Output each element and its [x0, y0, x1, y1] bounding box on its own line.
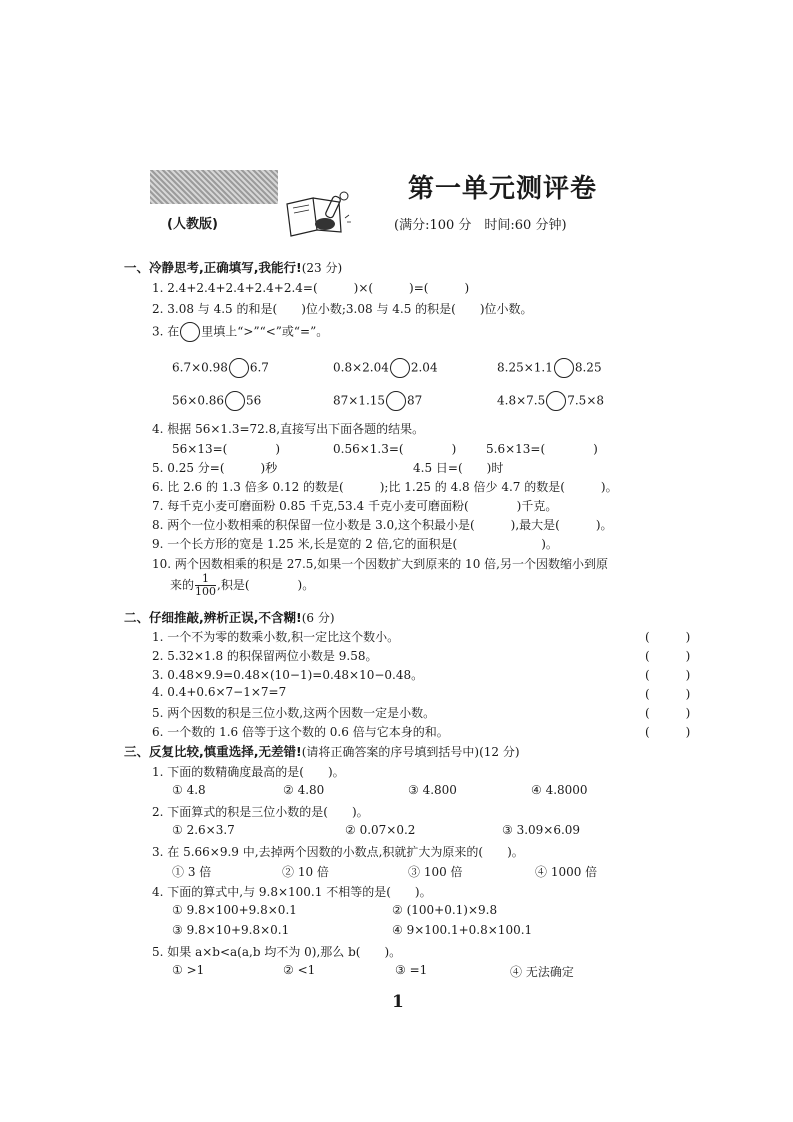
compare-right: 56 — [246, 393, 262, 408]
compare-right: 87 — [407, 393, 423, 408]
s3-q3: 3. 在 5.66×9.9 中,去掉两个因数的小数点,积就扩大为原来的( )。 — [152, 845, 524, 859]
s3-q4: 4. 下面的算式中,与 9.8×100.1 不相等的是( )。 — [152, 885, 432, 899]
fraction-denominator: 100 — [195, 585, 217, 598]
s1-q4-item: 56×13=( ) — [172, 442, 281, 456]
s3-q2-option: ① 2.6×3.7 — [172, 823, 235, 837]
section-2-title: 二、仔细推敲,辨析正误,不含糊! — [124, 610, 302, 625]
s3-q5: 5. 如果 a×b<a(a,b 均不为 0),那么 b( )。 — [152, 945, 402, 959]
fraction-numerator: 1 — [195, 573, 216, 586]
compare-right: 6.7 — [249, 360, 269, 375]
compare-blank[interactable] — [390, 358, 410, 378]
answer-blank[interactable]: ( ) — [645, 706, 691, 720]
s3-q4-option: ③ 9.8×10+9.8×0.1 — [172, 923, 290, 937]
section-3-heading — [124, 742, 520, 760]
s3-q1-option: ④ 4.8000 — [531, 783, 588, 797]
compare-right: 8.25 — [574, 360, 602, 375]
compare-blank[interactable] — [225, 391, 245, 411]
s3-q2-option: ③ 3.09×6.09 — [502, 823, 581, 837]
section-3-points: (请将正确答案的序号填到括号中)(12 分) — [301, 745, 520, 759]
s2-item: 4. 0.4+0.6×7−1×7=7 — [152, 685, 287, 699]
compare-left: 8.25×1.1 — [497, 360, 553, 375]
s1-q2: 2. 3.08 与 4.5 的和是( )位小数;3.08 与 4.5 的积是( )位小数。 — [152, 302, 533, 316]
s1-q10-line2 — [170, 573, 314, 598]
compare-blank[interactable] — [546, 391, 566, 411]
s2-item: 5. 两个因数的积是三位小数,这两个因数一定是小数。 — [152, 706, 436, 720]
answer-blank[interactable]: ( ) — [645, 649, 691, 663]
s3-q4-option: ② (100+0.1)×9.8 — [392, 903, 498, 917]
s3-q4-option: ① 9.8×100+9.8×0.1 — [172, 903, 297, 917]
s3-q1-option: ② 4.80 — [283, 783, 325, 797]
s1-q1: 1. 2.4+2.4+2.4+2.4+2.4=( )×( )=( ) — [152, 281, 470, 295]
compare-left: 0.8×2.04 — [333, 360, 389, 375]
s1-q7: 7. 每千克小麦可磨面粉 0.85 千克,53.4 千克小麦可磨面粉( )千克。 — [152, 499, 558, 513]
edition-label: (人教版) — [167, 217, 218, 232]
s1-q3-prefix: 3. 在 — [152, 324, 180, 339]
page-title: 第一单元测评卷 — [408, 174, 598, 204]
series-badge — [150, 170, 278, 204]
s3-q1-option: ③ 4.800 — [408, 783, 457, 797]
fraction — [195, 573, 216, 598]
exam-meta: (满分:100 分 时间:60 分钟) — [394, 218, 567, 233]
s1-q10-prefix: 来的 — [170, 578, 195, 592]
compare-item — [172, 358, 269, 378]
s1-q5a: 5. 0.25 分=( )秒 — [152, 461, 278, 475]
s3-q5-option: ④ 无法确定 — [510, 965, 574, 979]
answer-blank[interactable]: ( ) — [645, 725, 691, 739]
s1-q4-item: 5.6×13=( ) — [486, 442, 598, 456]
s3-q5-option: ③ =1 — [395, 963, 428, 977]
compare-blank[interactable] — [386, 391, 406, 411]
s1-q3 — [152, 322, 328, 342]
compare-item — [333, 358, 438, 378]
compare-item — [333, 391, 422, 411]
s2-item: 1. 一个不为零的数乘小数,积一定比这个数小。 — [152, 630, 400, 644]
compare-right: 2.04 — [410, 360, 438, 375]
compare-left: 87×1.15 — [333, 393, 386, 408]
s1-q10-line1: 10. 两个因数相乘的积是 27.5,如果一个因数扩大到原来的 10 倍,另一个因数缩小到原 — [152, 557, 608, 571]
s3-q5-option: ① >1 — [172, 963, 205, 977]
s3-q1: 1. 下面的数精确度最高的是( )。 — [152, 765, 345, 779]
s3-q3-option: ③ 100 倍 — [408, 865, 463, 879]
s3-q3-option: ④ 1000 倍 — [535, 865, 598, 879]
section-2-heading — [124, 608, 335, 626]
s1-q4-item: 0.56×1.3=( ) — [333, 442, 457, 456]
section-3-title: 三、反复比较,慎重选择,无差错! — [124, 744, 302, 759]
compare-left: 56×0.86 — [172, 393, 225, 408]
answer-blank[interactable]: ( ) — [645, 630, 691, 644]
s3-q5-option: ② <1 — [283, 963, 316, 977]
s1-q9: 9. 一个长方形的宽是 1.25 米,长是宽的 2 倍,它的面积是( )。 — [152, 537, 558, 551]
s3-q2-option: ② 0.07×0.2 — [345, 823, 416, 837]
s1-q5b: 4.5 日=( )时 — [413, 461, 504, 475]
s2-item: 2. 5.32×1.8 的积保留两位小数是 9.58。 — [152, 649, 378, 663]
s3-q3-option: ② 10 倍 — [282, 865, 329, 879]
book-microscope-icon — [283, 190, 353, 238]
compare-left: 4.8×7.5 — [497, 393, 546, 408]
s1-q3-suffix: 里填上“>”“<”或“=”。 — [201, 324, 329, 339]
answer-blank[interactable]: ( ) — [645, 687, 691, 701]
compare-blank[interactable] — [229, 358, 249, 378]
s3-q4-option: ④ 9×100.1+0.8×100.1 — [392, 923, 533, 937]
section-1-title: 一、冷静思考,正确填写,我能行! — [124, 260, 302, 275]
s1-q10-suffix: ,积是( )。 — [217, 578, 315, 592]
compare-circle-icon — [180, 322, 200, 342]
s3-q1-option: ① 4.8 — [172, 783, 206, 797]
compare-item — [497, 391, 604, 411]
compare-right: 7.5×8 — [567, 393, 605, 408]
page-number: 1 — [392, 992, 404, 1012]
s1-q8: 8. 两个一位小数相乘的积保留一位小数是 3.0,这个积最小是( ),最大是( )。 — [152, 518, 613, 532]
s3-q2: 2. 下面算式的积是三位小数的是( )。 — [152, 805, 369, 819]
section-1-heading — [124, 258, 342, 276]
s2-item: 6. 一个数的 1.6 倍等于这个数的 0.6 倍与它本身的和。 — [152, 725, 449, 739]
compare-left: 6.7×0.98 — [172, 360, 228, 375]
section-1-points: (23 分) — [301, 261, 343, 275]
compare-item — [497, 358, 602, 378]
s2-item: 3. 0.48×9.9=0.48×(10−1)=0.48×10−0.48。 — [152, 668, 424, 682]
s3-q3-option: ① 3 倍 — [172, 865, 212, 879]
section-2-points: (6 分) — [301, 611, 335, 625]
s1-q4: 4. 根据 56×1.3=72.8,直接写出下面各题的结果。 — [152, 422, 425, 436]
answer-blank[interactable]: ( ) — [645, 668, 691, 682]
s1-q6: 6. 比 2.6 的 1.3 倍多 0.12 的数是( );比 1.25 的 4.8 倍少 4.7 的数是( )。 — [152, 480, 618, 494]
compare-blank[interactable] — [554, 358, 574, 378]
compare-item — [172, 391, 261, 411]
